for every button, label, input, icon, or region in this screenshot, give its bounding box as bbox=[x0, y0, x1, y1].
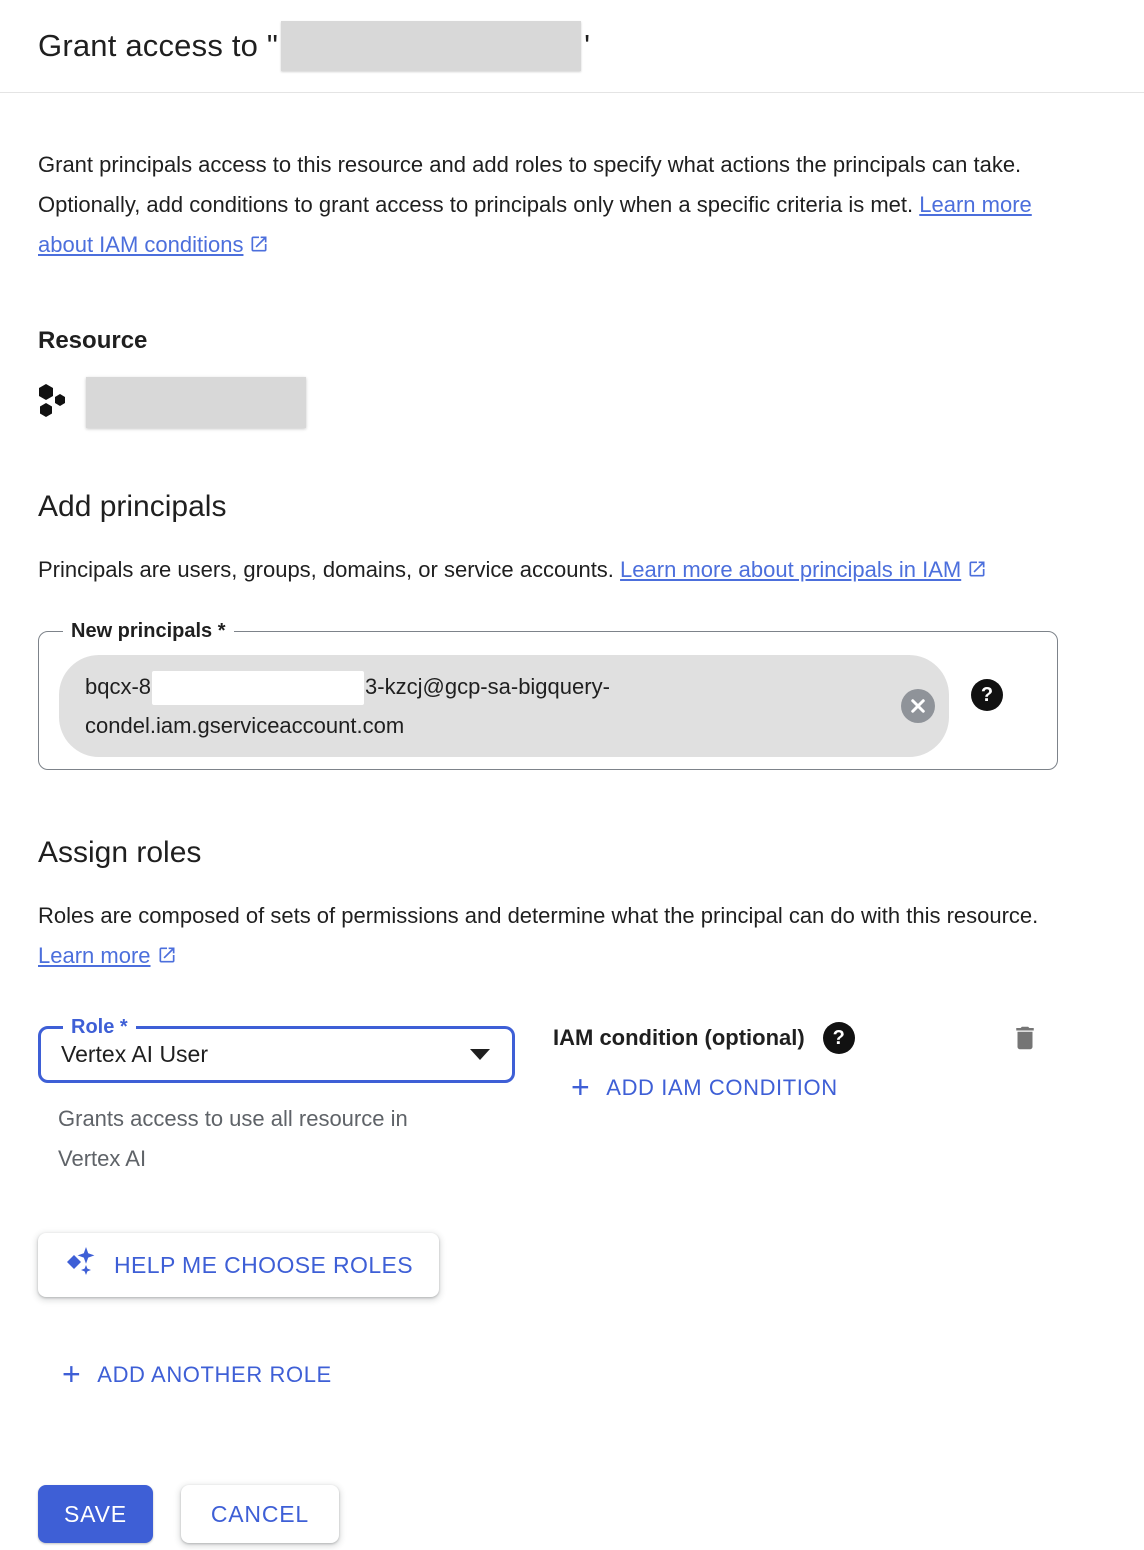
add-another-role-button[interactable] bbox=[62, 1356, 332, 1392]
footer-actions bbox=[38, 1485, 1106, 1543]
principal-email-middle: 3-kzcj@gcp-sa-bigquery- bbox=[365, 674, 610, 699]
resource-heading: Resource bbox=[38, 327, 148, 354]
save-button[interactable]: SAVE bbox=[38, 1485, 153, 1543]
external-link-icon bbox=[249, 227, 269, 267]
role-column bbox=[38, 1016, 515, 1179]
help-me-choose-roles-button[interactable] bbox=[38, 1233, 439, 1297]
delete-role-button[interactable] bbox=[1010, 1016, 1040, 1057]
resource-hexagons-icon bbox=[38, 379, 72, 426]
intro-text: Grant principals access to this resource and add roles to specify what actions the principals can take. Optionally, add conditions to grant access to principals only when a specific criteria is met. bbox=[38, 152, 1022, 217]
new-principals-label: New principals * bbox=[71, 620, 226, 642]
intro-paragraph bbox=[38, 145, 1050, 267]
add-principals-description bbox=[38, 550, 1050, 592]
page-title-prefix: Grant access to " bbox=[38, 28, 279, 63]
redacted-resource-value bbox=[86, 377, 306, 428]
principal-chip bbox=[59, 655, 949, 757]
learn-more-principals-link[interactable]: Learn more about principals in IAM bbox=[620, 557, 962, 582]
plus-icon: + bbox=[62, 1356, 82, 1392]
principals-help-icon[interactable]: ? bbox=[971, 679, 1003, 711]
add-principals-text: Principals are users, groups, domains, or service accounts. bbox=[38, 557, 621, 582]
add-principals-heading: Add principals bbox=[38, 490, 227, 523]
add-another-role-label: ADD ANOTHER ROLE bbox=[97, 1362, 332, 1387]
gemini-sparkle-icon bbox=[64, 1245, 98, 1285]
redacted-resource-name bbox=[281, 21, 581, 71]
page-title bbox=[38, 21, 590, 71]
role-select[interactable] bbox=[38, 1016, 515, 1083]
chevron-down-icon bbox=[470, 1049, 490, 1060]
role-selected-value: Vertex AI User bbox=[61, 1041, 209, 1067]
learn-more-roles-link[interactable]: Learn more bbox=[38, 943, 151, 968]
iam-condition-help-icon[interactable]: ? bbox=[823, 1022, 855, 1054]
role-helper-text: Grants access to use all resource in Vertex AI bbox=[58, 1106, 408, 1171]
principal-email-prefix: bqcx-8 bbox=[85, 674, 152, 699]
iam-condition-label: IAM condition (optional) bbox=[553, 1025, 805, 1050]
role-label: Role * bbox=[71, 1016, 128, 1038]
learn-more-iam-conditions-link[interactable]: Learn more about IAM conditions bbox=[38, 192, 1032, 257]
help-me-choose-roles-label: HELP ME CHOOSE ROLES bbox=[114, 1251, 413, 1278]
assign-roles-description bbox=[38, 896, 1050, 978]
new-principals-field[interactable] bbox=[38, 620, 1058, 770]
role-row bbox=[38, 1016, 1106, 1179]
assign-roles-text: Roles are composed of sets of permissions and determine what the principal can do with this resource. bbox=[38, 903, 1039, 928]
remove-principal-button[interactable] bbox=[901, 689, 935, 723]
iam-condition-column bbox=[553, 1016, 855, 1104]
dialog-header bbox=[0, 0, 1144, 93]
page-title-suffix: ' bbox=[584, 28, 591, 63]
redacted-email-segment bbox=[152, 671, 364, 705]
plus-icon: + bbox=[571, 1069, 591, 1105]
principal-chip-line2: condel.iam.gserviceaccount.com bbox=[85, 713, 405, 738]
external-link-icon bbox=[157, 938, 177, 978]
add-iam-condition-label: ADD IAM CONDITION bbox=[606, 1075, 838, 1100]
assign-roles-heading: Assign roles bbox=[38, 836, 202, 869]
cancel-button[interactable]: CANCEL bbox=[181, 1485, 339, 1543]
resource-row bbox=[38, 377, 1106, 428]
principal-chip-line1 bbox=[85, 667, 887, 706]
external-link-icon bbox=[967, 552, 987, 592]
add-iam-condition-button[interactable] bbox=[571, 1069, 838, 1105]
